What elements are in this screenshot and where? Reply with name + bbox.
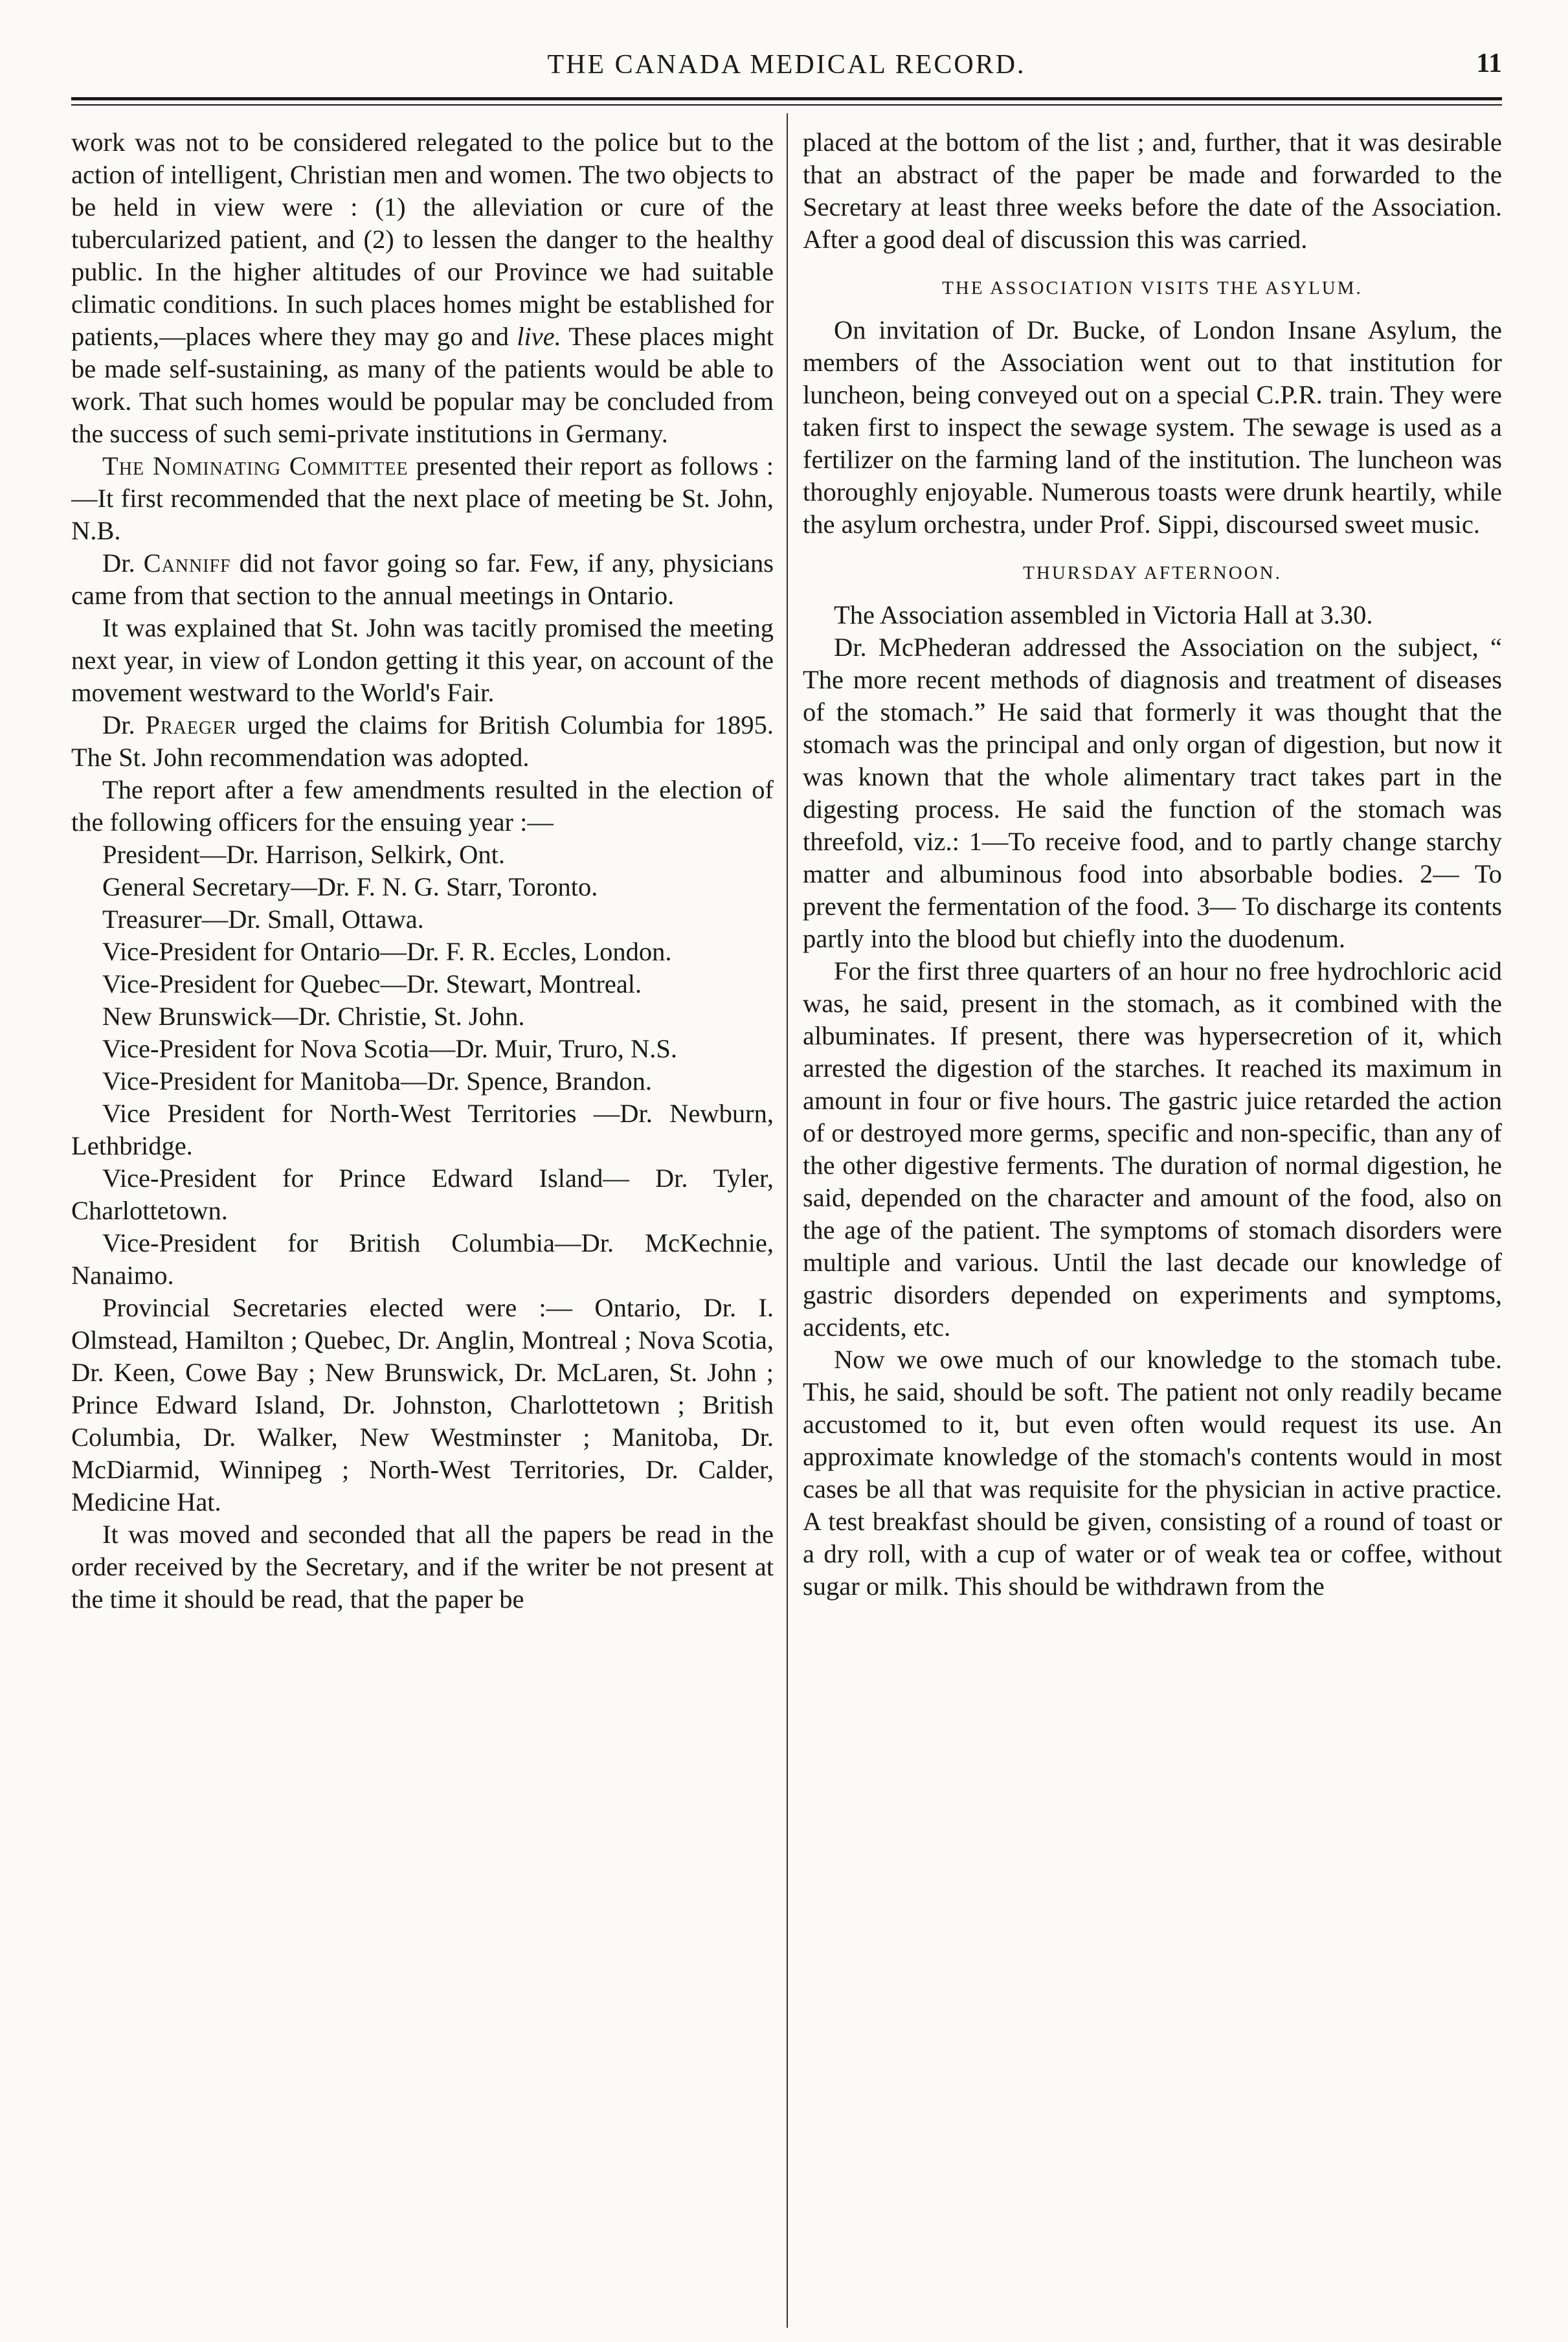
paragraph: Dr. Canniff did not favor going so far. Few, if any, physicians came from that section to the annual meetings in Ontario.	[71, 548, 774, 610]
left-column	[71, 126, 774, 2328]
paragraph: The report after a few amendments resulted in the election of the following officers for the ensuing year :—	[71, 775, 774, 837]
right-column	[803, 126, 1502, 2328]
officer-entry: Treasurer—Dr. Small, Ottawa.	[102, 905, 424, 934]
section-heading: THURSDAY AFTERNOON.	[1023, 563, 1282, 583]
column-divider	[787, 113, 788, 2328]
paragraph: Dr. Praeger urged the claims for British Columbia for 1895. The St. John recommendation was adopted.	[71, 710, 774, 772]
header-rule-thin	[71, 104, 1502, 106]
officer-entry: Vice-President for Manitoba—Dr. Spence, Brandon.	[102, 1066, 652, 1096]
officer-entry: Vice-President for British Columbia—Dr. McKechnie, Nanaimo.	[71, 1228, 774, 1290]
paragraph: Provincial Secretaries elected were :— Ontario, Dr. I. Olmstead, Hamilton ; Quebec, Dr. Anglin, Montreal ; Nova Scotia, Dr. Keen, Cowe Bay ; New Brunswick, Dr. McLaren, St. John ; Prince Edward Island, Dr. Johnston, Charlottetown ; British Columbia, Dr. Walker, New Westminster ; Manitoba, Dr. McDiarmid, Winnipeg ; North-West Territories, Dr. Calder, Medicine Hat.	[71, 1293, 774, 1516]
paragraph: For the first three quarters of an hour no free hydrochloric acid was, he said, present in the stomach, as it combined with the albuminates. If present, there was hypersecretion of it, which arrested the digestion of the starches. It reached its maximum in amount in four or five hours. The gastric juice retarded the action of or destroyed more germs, specific and non-specific, than any of the other digestive ferments. The duration of normal digestion, he said, depended on the character and amount of the food, also on the age of the patient. The symptoms of stomach disorders were multiple and various. Until the last decade our knowledge of gastric disorders depended on experiments and symptoms, accidents, etc.	[803, 956, 1502, 1342]
officer-entry: Vice-President for Nova Scotia—Dr. Muir, Truro, N.S.	[102, 1034, 677, 1063]
paragraph: On invitation of Dr. Bucke, of London Insane Asylum, the members of the Association went out to that institution for luncheon, being conveyed out on a special C.P.R. train. They were taken first to inspect the sewage system. The sewage is used as a fertilizer on the farming land of the institution. The luncheon was thoroughly enjoyable. Numerous toasts were drunk heartily, while the asylum orchestra, under Prof. Sippi, discoursed sweet music.	[803, 315, 1502, 539]
paragraph: work was not to be considered relegated to the police but to the action of intelligent, Christian men and women. The two objects to be held in view were : (1) the alleviation or cure of the tubercularized patient, and (2) to lessen the danger to the healthy public. In the higher altitudes of our Province we had suitable climatic conditions. In such places homes might be established for patients,—places where they may go and live. These places might be made self-sustaining, as many of the patients would be able to work. That such homes would be popular may be concluded from the success of such semi-private institutions in Germany.	[71, 128, 774, 448]
header-rule-thick	[71, 97, 1502, 100]
journal-title: THE CANADA MEDICAL RECORD.	[547, 50, 1026, 80]
paragraph: Dr. McPhederan addressed the Association on the subject, “ The more recent methods of diagnosis and treatment of diseases of the stomach.” He said that formerly it was thought that the stomach was the principal and only organ of digestion, but now it was known that the whole alimentary tract takes part in the digesting process. He said the function of the stomach was threefold, viz.: 1—To receive food, and to partly change starchy matter and albuminous food into absorbable bodies. 2— To prevent the fermentation of the food. 3— To discharge its contents partly into the blood but chiefly into the duodenum.	[803, 633, 1502, 953]
speaker-name: Canniff	[143, 548, 231, 578]
speaker-name: Praeger	[145, 710, 237, 739]
paragraph: It was moved and seconded that all the papers be read in the order received by the Secretary, and if the writer be not present at the time it should be read, that the paper be	[71, 1520, 774, 1614]
officer-entry: New Brunswick—Dr. Christie, St. John.	[102, 1002, 525, 1031]
officer-entry: General Secretary—Dr. F. N. G. Starr, Toronto.	[102, 872, 598, 901]
officer-entry: President—Dr. Harrison, Selkirk, Ont.	[102, 840, 506, 869]
paragraph: placed at the bottom of the list ; and, further, that it was desirable that an abstract of the paper be made and forwarded to the Secretary at least three weeks before the date of the Association. After a good deal of discussion this was carried.	[803, 128, 1502, 254]
page-number: 11	[1476, 49, 1502, 78]
officer-entry: Vice President for North-West Territories —Dr. Newburn, Lethbridge.	[71, 1099, 774, 1160]
section-heading: THE ASSOCIATION VISITS THE ASYLUM.	[942, 278, 1363, 298]
page-header	[71, 45, 1502, 97]
paragraph: The Nominating Committee presented their report as follows :—It first recommended that the next place of meeting be St. John, N.B.	[71, 451, 774, 545]
officer-entry: Vice-President for Ontario—Dr. F. R. Eccles, London.	[102, 937, 672, 966]
officer-entry: Vice-President for Quebec—Dr. Stewart, Montreal.	[102, 969, 642, 998]
officer-entry: Vice-President for Prince Edward Island— Dr. Tyler, Charlottetown.	[71, 1164, 774, 1225]
paragraph: The Association assembled in Victoria Hall at 3.30.	[834, 600, 1373, 629]
committee-name: The Nominating Committee	[102, 451, 409, 480]
paragraph: Now we owe much of our knowledge to the stomach tube. This, he said, should be soft. The patient not only readily became accustomed to it, but even often would request its use. An approximate knowledge of the stomach's contents would in most cases be all that was requisite for the physician in active practice. A test breakfast should be given, consisting of a round of toast or a dry roll, with a cup of water or of weak tea or coffee, without sugar or milk. This should be withdrawn from the	[803, 1345, 1502, 1601]
paragraph: It was explained that St. John was tacitly promised the meeting next year, in view of London getting it this year, on account of the movement westward to the World's Fair.	[71, 613, 774, 707]
